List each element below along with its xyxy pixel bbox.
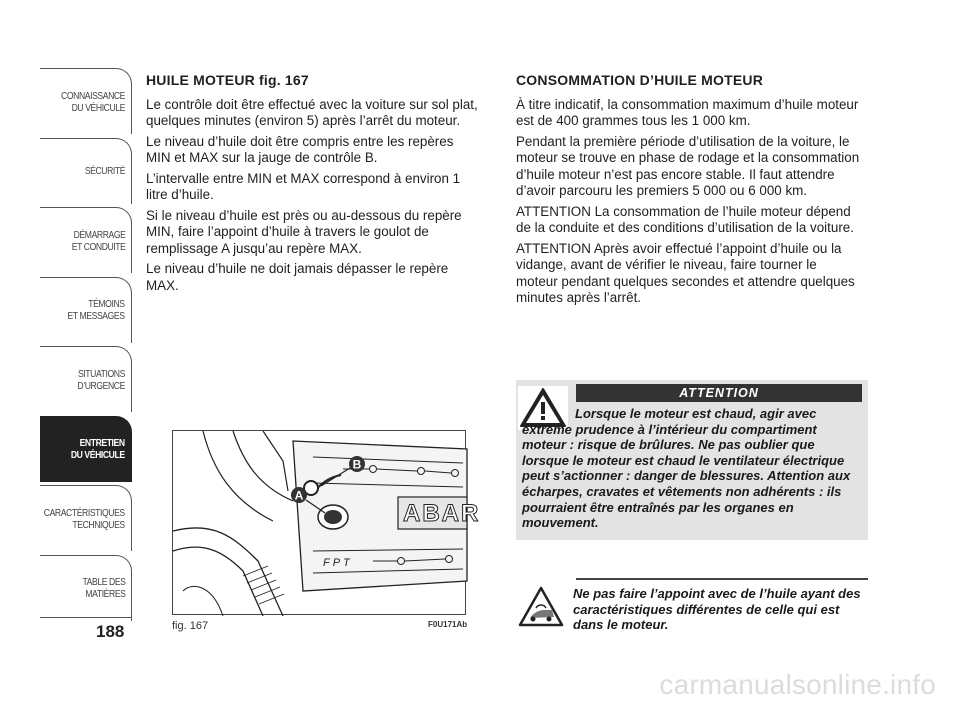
watermark: carmanualsonline.info xyxy=(659,669,936,700)
paragraph: Si le niveau d’huile est près ou au-dessous du repère MIN, faire l’appoint d’huile à travers le goulot de remplissage A jusqu’au repère MAX. xyxy=(146,207,462,256)
nav-bottom-rule xyxy=(40,617,132,618)
paragraph: ATTENTION Après avoir effectué l’appoint d’huile ou la vidange, avant de vérifier le niveau, faire tourner le moteur pendant quelques secondes et attendre quelques minutes après l’arrêt. xyxy=(516,240,855,305)
figure-code: F0U171Ab xyxy=(428,620,468,629)
nav-tab-table[interactable] xyxy=(40,555,132,621)
paragraph: Le contrôle doit être effectué avec la voiture sur sol plat, quelques minutes (environ 5) après l’arrêt du moteur. xyxy=(146,96,478,128)
nav-tab-securite[interactable] xyxy=(40,138,132,204)
warning-title: ATTENTION xyxy=(576,384,862,402)
callout-a: A xyxy=(294,488,304,503)
page-number: 188 xyxy=(96,622,125,641)
nav-tab-label: CARACTÉRISTIQUES TECHNIQUES xyxy=(44,506,125,531)
nav-tab-label: DÉMARRAGE ET CONDUITE xyxy=(71,228,125,253)
nav-tab-caracteristiques[interactable] xyxy=(40,485,132,551)
engine-logo-text: FPT xyxy=(323,557,353,569)
warning-text: Lorsque le moteur est chaud, agir avec extrême prudence à l’intérieur du compartiment moteur : risque de brûlures. Ne pas oublier que lorsque le moteur est chaud le ventilateur électrique peut s’actionner : danger de blessures. Attention aux écharpes, cravates et vêtements non adhérents : ils pourraient être entraînés par les organes en mouvement. xyxy=(522,406,851,531)
figure-caption: fig. 167 xyxy=(172,620,209,632)
nav-tab-situations[interactable] xyxy=(40,346,132,412)
callout-b: B xyxy=(352,457,362,472)
nav-tab-temoins[interactable] xyxy=(40,277,132,343)
nav-tab-entretien[interactable] xyxy=(40,416,132,482)
nav-tab-label: CONNAISSANCE DU VÉHICULE xyxy=(61,89,125,114)
nav-tab-label: SÉCURITÉ xyxy=(84,165,125,177)
section-title-consommation: CONSOMMATION D’HUILE MOTEUR xyxy=(516,72,764,88)
engine-illustration xyxy=(173,431,481,616)
left-column xyxy=(146,72,481,298)
note-rule xyxy=(576,578,868,580)
environment-note-icon xyxy=(518,586,564,633)
nav-tab-label: TABLE DES MATIÈRES xyxy=(81,576,125,600)
paragraph: Le niveau d’huile doit être compris entre les repères MIN et MAX sur la jauge de contrôle B. xyxy=(146,133,454,165)
note-text: Ne pas faire l’appoint avec de l’huile ayant des caractéristiques différentes de celle qui est dans le moteur. xyxy=(573,586,861,633)
paragraph: Pendant la première période d’utilisation de la voiture, le moteur se trouve en phase de rodage et la consommation d’huile moteur n’est pas encore stable. Il faut attendre d’avoir parcouru les premiers 5 000 ou 6 000 km. xyxy=(516,133,860,198)
paragraph: À titre indicatif, la consommation maximum d’huile moteur est de 400 grammes tous les 1 000 km. xyxy=(516,96,859,128)
nav-tab-label: ENTRETIEN DU VÉHICULE xyxy=(71,437,125,461)
paragraph: L’intervalle entre MIN et MAX correspond à environ 1 litre d’huile. xyxy=(146,170,461,202)
nav-tab-demarrage[interactable] xyxy=(40,207,132,273)
engine-badge-text: ABAR xyxy=(403,500,481,527)
chapter-nav xyxy=(40,68,132,624)
paragraph: Le niveau d’huile ne doit jamais dépasser le repère MAX. xyxy=(146,261,449,293)
paragraph: ATTENTION La consommation de l’huile moteur dépend de la conduite et des conditions d’utilisation de la voiture. xyxy=(516,203,854,235)
nav-tab-label: TÉMOINS ET MESSAGES xyxy=(67,298,125,322)
section-title-huile: HUILE MOTEUR fig. 167 xyxy=(146,72,309,88)
engine-figure xyxy=(172,430,481,615)
nav-tab-label: SITUATIONS D’URGENCE xyxy=(77,367,125,392)
nav-tab-connaissance[interactable] xyxy=(40,68,132,134)
right-column xyxy=(516,72,861,311)
